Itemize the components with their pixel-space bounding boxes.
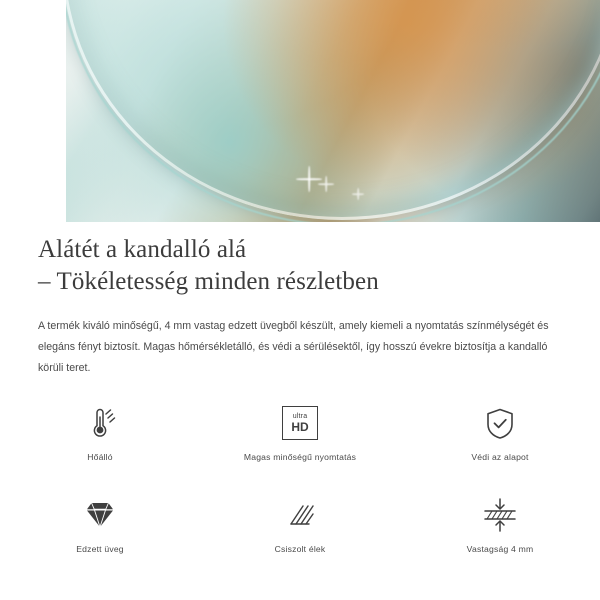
plate-clip [0, 0, 600, 222]
feature-print-quality [200, 396, 400, 480]
polished-edges-icon [279, 494, 321, 536]
thermometer-icon [80, 402, 120, 444]
feature-label: Vastagság 4 mm [466, 544, 534, 554]
hero-left-margin [0, 0, 66, 222]
feature-label: Hőálló [87, 452, 113, 462]
feature-label: Védi az alapot [471, 452, 529, 462]
feature-label: Edzett üveg [76, 544, 124, 554]
feature-grid [0, 396, 600, 572]
headline-line-2: – Tökéletesség minden részletben [38, 268, 379, 295]
page-title [0, 222, 600, 298]
feature-thickness [400, 488, 600, 572]
feature-label: Magas minőségű nyomtatás [243, 452, 357, 462]
thickness-icon [478, 494, 522, 536]
feature-heat-resistant [0, 396, 200, 480]
ultra-hd-top-text: ultra [292, 413, 308, 420]
feature-surface-protection [400, 396, 600, 480]
hero-image [0, 0, 600, 222]
text-content [0, 222, 600, 379]
feature-tempered-glass [0, 488, 200, 572]
product-description: A termék kiváló minőségű, 4 mm vastag edzett üvegből készült, amely kiemeli a nyomtatás színmélységét és elegáns fényt biztosít. Magas hőmérsékletálló, és védi a sérülésektől, így hosszú évekre biztosítja a kandalló körüli teret. [38, 320, 549, 374]
feature-polished-edges [200, 488, 400, 572]
feature-label: Csiszolt élek [274, 544, 326, 554]
diamond-icon [79, 494, 121, 536]
headline-line-1: Alátét a kandalló alá [38, 236, 247, 263]
ultra-hd-icon [282, 402, 318, 444]
ultra-hd-bottom-text: HD [291, 420, 309, 434]
shield-check-icon [480, 402, 520, 444]
